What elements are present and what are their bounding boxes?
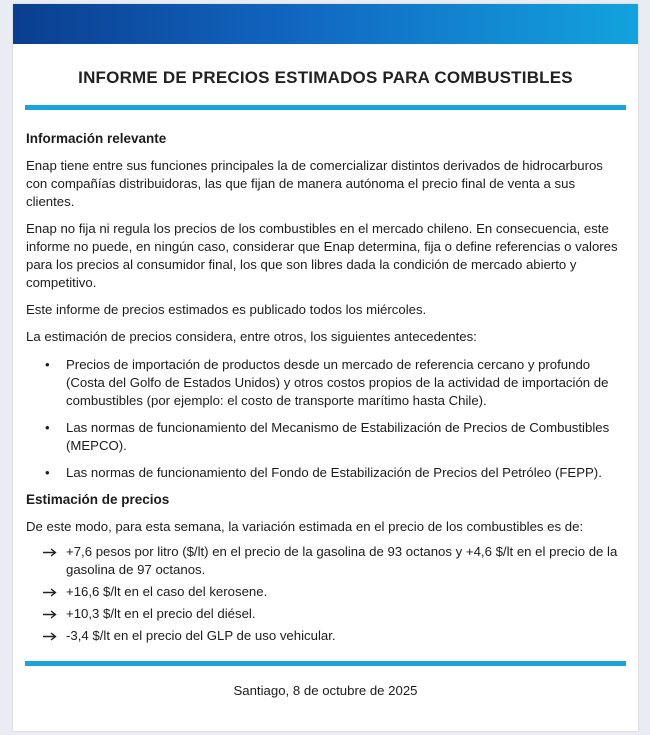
list-item xyxy=(26,583,625,601)
paragraph: Enap no fija ni regula los precios de los combustibles en el mercado chileno. En consecuencia, este informe no puede, en ningún caso, considerar que Enap determina, fija o define referencias o valores para los precios al consumidor final, los que son libres dada la condición de mercado abierto y competitivo. xyxy=(26,221,618,290)
section-heading-info: Información relevante xyxy=(26,131,167,146)
list-item xyxy=(26,356,625,410)
list-item-text: +16,6 $/lt en el caso del kerosene. xyxy=(66,584,268,599)
antecedentes-list xyxy=(26,356,625,482)
arrow-right-icon xyxy=(42,588,58,597)
arrow-right-icon xyxy=(42,610,58,619)
list-item xyxy=(26,464,625,482)
paragraph: La estimación de precios considera, entre otros, los siguientes antecedentes: xyxy=(26,329,477,344)
report-card xyxy=(13,4,638,731)
list-item-text: Las normas de funcionamiento del Mecanismo de Estabilización de Precios de Combustibles (MEPCO). xyxy=(66,420,610,453)
report-body xyxy=(13,130,638,645)
list-item xyxy=(26,627,625,645)
bullet-dot-icon: • xyxy=(45,420,50,435)
page-title: INFORME DE PRECIOS ESTIMADOS PARA COMBUSTIBLES xyxy=(78,68,573,87)
list-item xyxy=(26,605,625,623)
list-item-text: +7,6 pesos por litro ($/lt) en el precio de la gasolina de 93 octanos y +4,6 $/lt en el precio de la gasolina de 97 octanos. xyxy=(66,544,618,577)
section-heading-estimation: Estimación de precios xyxy=(26,492,170,507)
arrow-right-icon xyxy=(42,632,58,641)
bullet-dot-icon: • xyxy=(45,465,50,480)
top-divider xyxy=(25,105,626,110)
paragraph: Enap tiene entre sus funciones principales la de comercializar distintos derivados de hidrocarburos con compañías distribuidoras, las que fijan de manera autónoma el precio final de venta a sus clientes. xyxy=(26,158,603,209)
list-item-text: Las normas de funcionamiento del Fondo de Estabilización de Precios del Petróleo (FEPP). xyxy=(66,465,602,480)
list-item-text: +10,3 $/lt en el precio del diésel. xyxy=(66,606,256,621)
paragraph: Este informe de precios estimados es publicado todos los miércoles. xyxy=(26,302,427,317)
list-item xyxy=(26,419,625,455)
price-variation-list xyxy=(26,543,625,645)
paragraph: De este modo, para esta semana, la variación estimada en el precio de los combustibles es de: xyxy=(26,519,584,534)
arrow-right-icon xyxy=(42,548,58,557)
bottom-divider xyxy=(25,661,626,666)
bullet-dot-icon: • xyxy=(45,357,50,372)
list-item-text: Precios de importación de productos desde un mercado de referencia cercano y profundo (Costa del Golfo de Estados Unidos) y otros costos propios de la actividad de importación de combustibles (por ejemplo: el costo de transporte marítimo hasta Chile). xyxy=(66,357,609,408)
list-item-text: -3,4 $/lt en el precio del GLP de uso vehicular. xyxy=(66,628,336,643)
footer-date: Santiago, 8 de octubre de 2025 xyxy=(233,683,418,698)
header-gradient-band xyxy=(13,4,638,44)
list-item xyxy=(26,543,625,579)
